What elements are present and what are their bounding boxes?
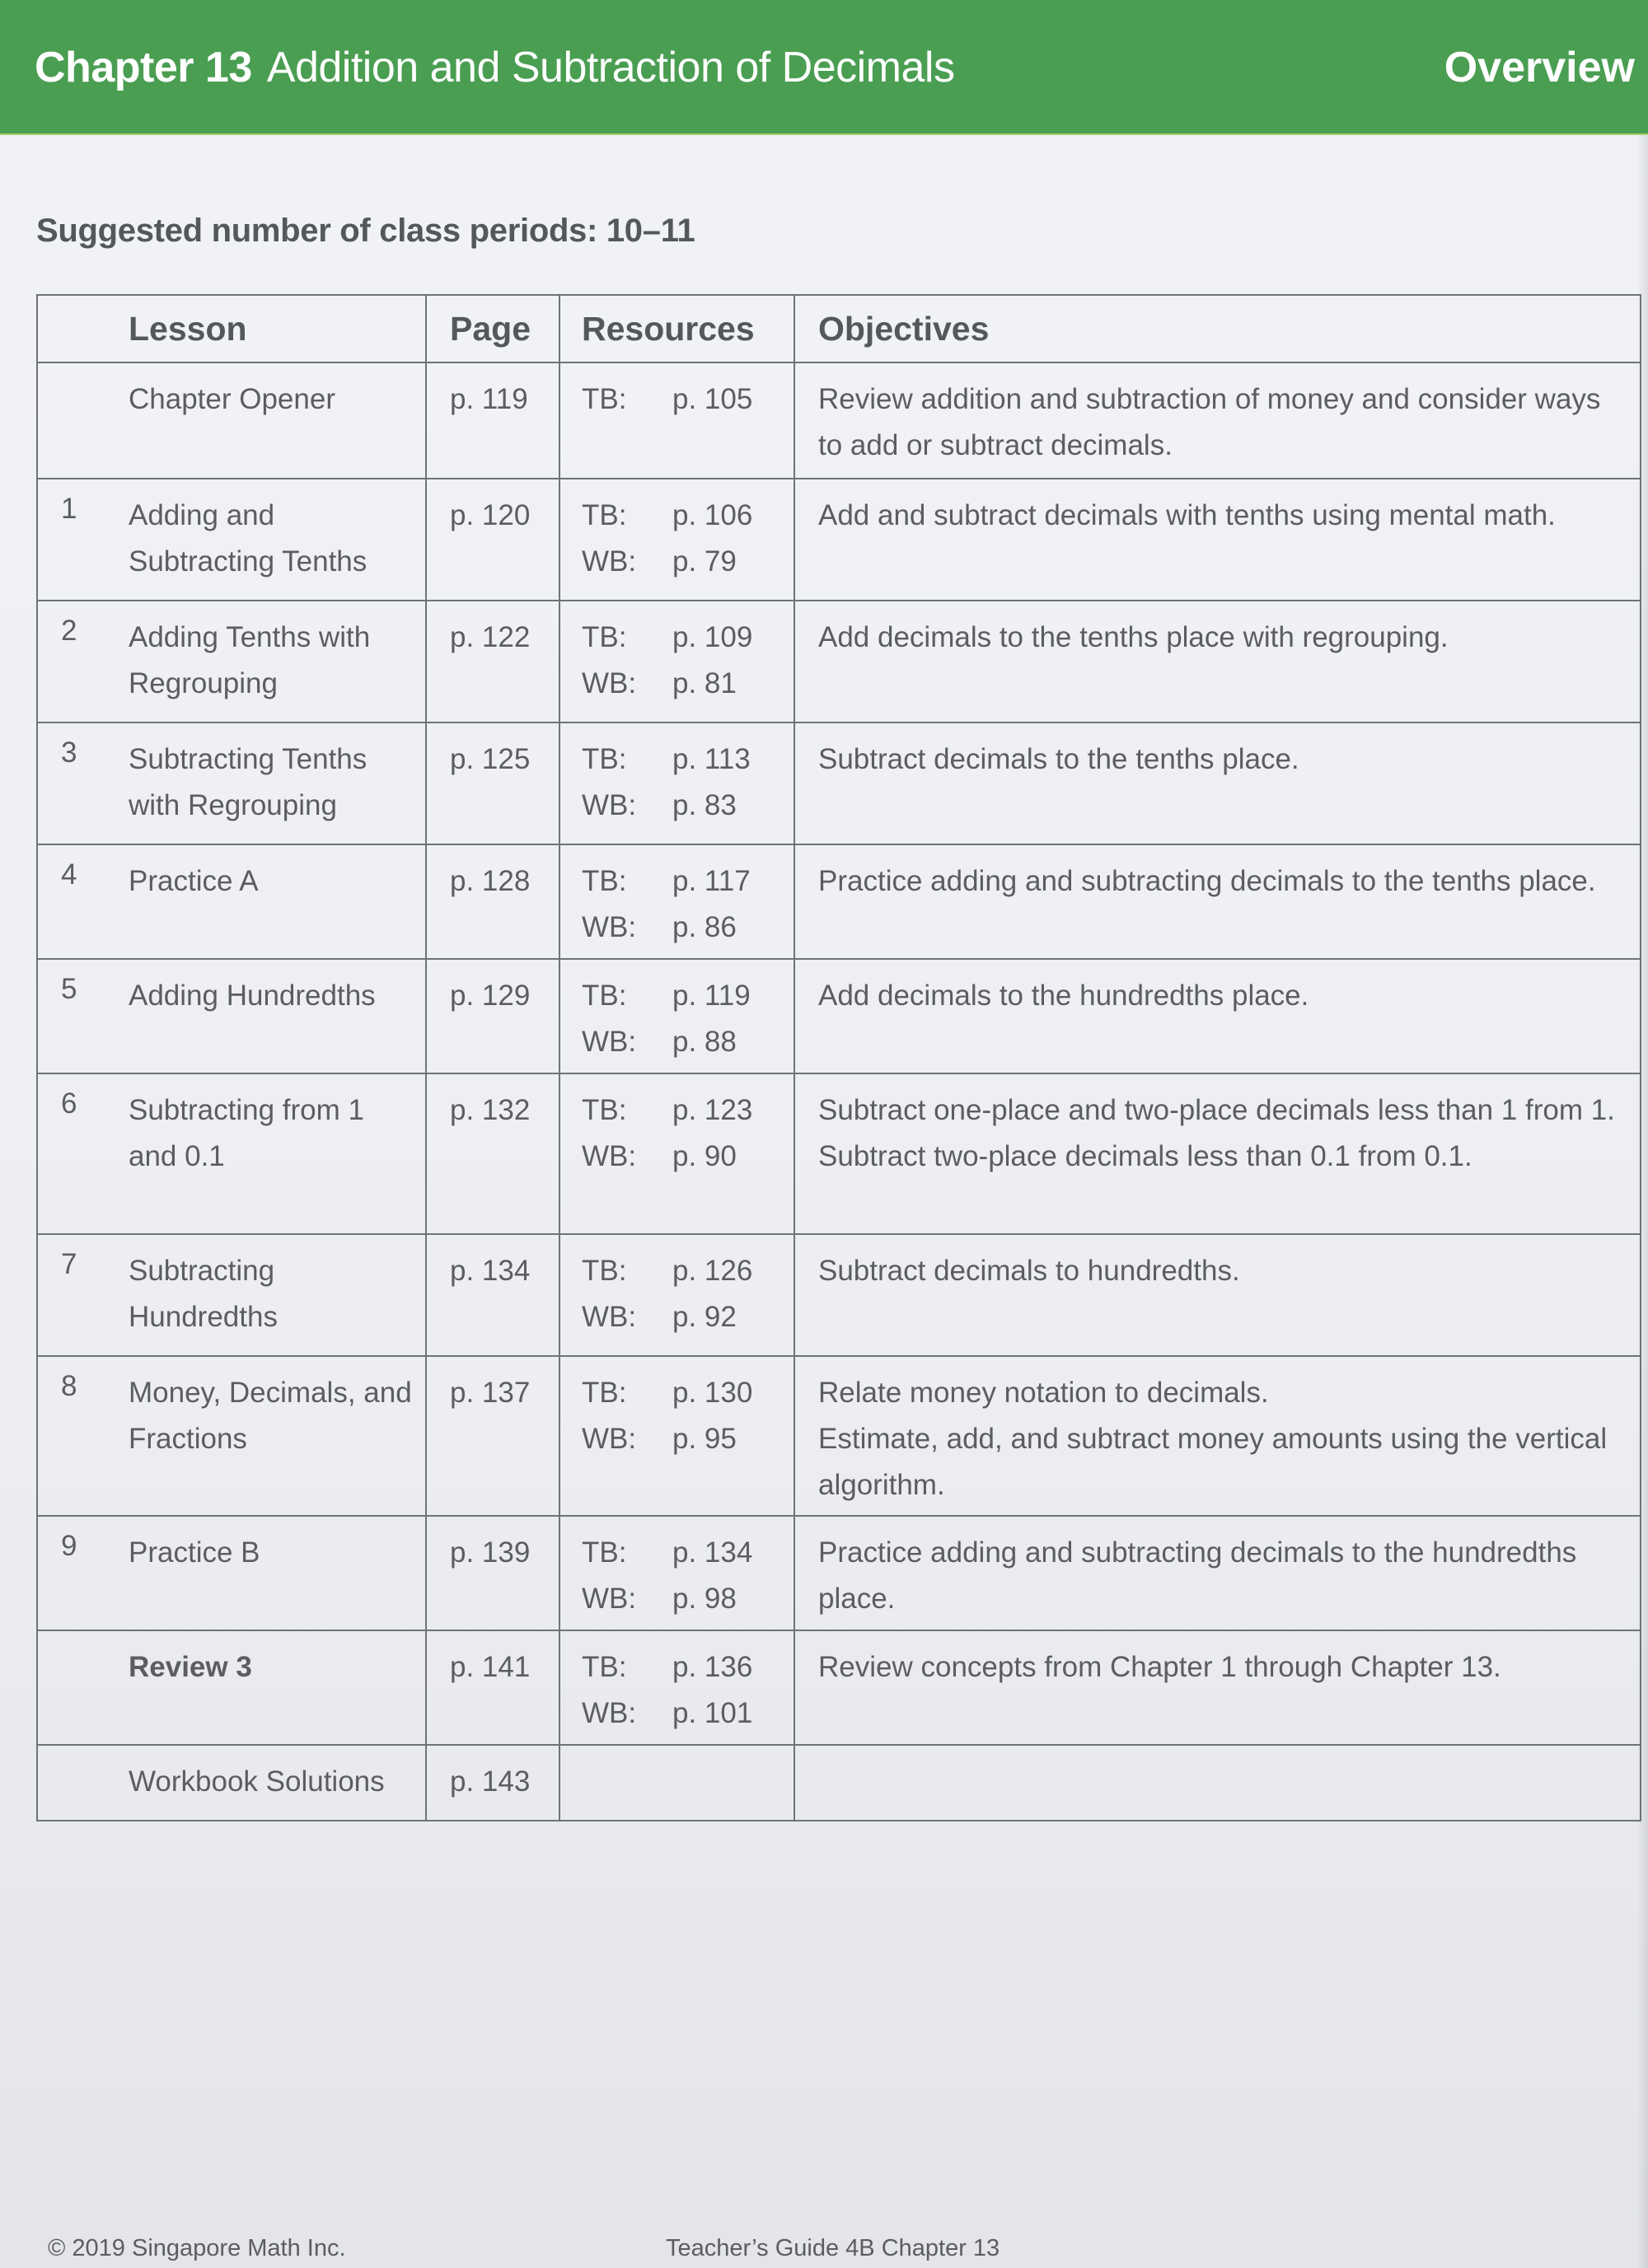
lesson-number: 2 <box>61 615 77 647</box>
objectives-cell <box>794 601 1641 722</box>
page-cell: p. 125 <box>426 722 559 844</box>
lesson-number: 7 <box>61 1248 77 1280</box>
objective-text: Subtract decimals to the tenths place. <box>818 743 1299 775</box>
lesson-name: Practice B <box>129 1536 260 1569</box>
lesson-number: 4 <box>61 858 77 891</box>
resources-cell <box>559 959 794 1073</box>
resource-label: TB: <box>582 980 627 1012</box>
resource-page: p. 136 <box>672 1651 753 1683</box>
chapter-heading <box>35 43 954 92</box>
resource-page: p. 134 <box>672 1536 753 1569</box>
lesson-name: Subtracting Tenths with Regrouping <box>129 743 368 821</box>
objectives-cell <box>794 1630 1641 1745</box>
objective-text: Practice adding and subtracting decimals to the tenths place. <box>818 865 1596 897</box>
objectives-cell <box>794 1745 1641 1821</box>
resource-label: WB: <box>582 1140 637 1172</box>
page-cell: p. 122 <box>426 601 559 722</box>
resource-line <box>582 1370 794 1416</box>
objective-text: Practice adding and subtracting decimals to the hundredths place. <box>818 1536 1577 1615</box>
resources-cell <box>559 844 794 959</box>
table-body <box>37 362 1641 1821</box>
resource-label: TB: <box>582 1377 627 1409</box>
lesson-number: 1 <box>61 493 77 525</box>
objectives-cell <box>794 959 1641 1073</box>
objective-text: Add decimals to the hundredths place. <box>818 980 1309 1012</box>
objectives-cell <box>794 479 1641 601</box>
resource-label: TB: <box>582 499 627 531</box>
column-header-resources: Resources <box>559 295 794 362</box>
resource-page: p. 109 <box>672 621 753 653</box>
resource-page: p. 95 <box>672 1423 737 1455</box>
resource-label: WB: <box>582 1026 637 1058</box>
resource-label: WB: <box>582 1301 637 1333</box>
resource-line <box>582 1087 794 1134</box>
objective-text: Subtract decimals to hundredths. <box>818 1255 1240 1287</box>
lesson-name: Review 3 <box>129 1651 252 1683</box>
resources-cell <box>559 1356 794 1516</box>
lesson-cell <box>37 722 426 844</box>
lesson-cell <box>37 844 426 959</box>
resource-line <box>582 539 794 585</box>
resource-label: TB: <box>582 621 627 653</box>
resource-label: WB: <box>582 1423 637 1455</box>
page-cell: p. 132 <box>426 1073 559 1234</box>
lesson-number: 6 <box>61 1087 77 1120</box>
suggested-periods: Suggested number of class periods: 10–11 <box>36 213 695 249</box>
table-row <box>37 722 1641 844</box>
resource-page: p. 79 <box>672 545 737 578</box>
resource-page: p. 101 <box>672 1697 753 1729</box>
resources-cell <box>559 722 794 844</box>
lesson-name: Adding Hundredths <box>129 980 376 1012</box>
resource-page: p. 98 <box>672 1583 737 1615</box>
lesson-cell <box>37 1516 426 1630</box>
lesson-name: Subtracting Hundredths <box>129 1255 278 1333</box>
footer-guide-label: Teacher’s Guide 4B Chapter 13 <box>666 2235 1000 2261</box>
page-cell: p. 141 <box>426 1630 559 1745</box>
resource-line <box>582 1019 794 1065</box>
resource-page: p. 119 <box>672 980 751 1012</box>
objectives-cell <box>794 722 1641 844</box>
resource-line <box>582 376 794 423</box>
column-header-objectives: Objectives <box>794 295 1641 362</box>
table-row <box>37 959 1641 1073</box>
lesson-name: Money, Decimals, and Fractions <box>129 1377 412 1455</box>
lesson-number: 9 <box>61 1530 77 1562</box>
lesson-name: Adding Tenths with Regrouping <box>129 621 371 699</box>
table-header-row <box>37 295 1641 362</box>
section-label: Overview <box>1444 44 1635 91</box>
objectives-cell <box>794 844 1641 959</box>
resource-line <box>582 1416 794 1462</box>
resource-page: p. 126 <box>672 1255 753 1287</box>
footer-copyright: © 2019 Singapore Math Inc. <box>48 2235 346 2261</box>
table-row <box>37 1356 1641 1516</box>
page-cell: p. 137 <box>426 1356 559 1516</box>
lesson-number: 8 <box>61 1370 77 1402</box>
objective-text: Estimate, add, and subtract money amounts using the vertical algorithm. <box>818 1423 1608 1501</box>
resource-line <box>582 615 794 661</box>
objectives-cell <box>794 1516 1641 1630</box>
resource-label: TB: <box>582 1094 627 1126</box>
objectives-cell <box>794 1356 1641 1516</box>
resources-cell <box>559 1073 794 1234</box>
lesson-cell <box>37 1356 426 1516</box>
resource-line <box>582 737 794 783</box>
lesson-name: Chapter Opener <box>129 383 335 415</box>
table-row <box>37 362 1641 479</box>
chapter-label: Chapter 13 <box>35 44 252 91</box>
resources-cell <box>559 479 794 601</box>
resource-line <box>582 858 794 905</box>
resource-page: p. 88 <box>672 1026 737 1058</box>
chapter-title: Addition and Subtraction of Decimals <box>266 44 955 91</box>
page-cell: p. 119 <box>426 362 559 479</box>
resource-page: p. 90 <box>672 1140 737 1172</box>
resource-line <box>582 973 794 1019</box>
lesson-cell <box>37 1630 426 1745</box>
resources-cell <box>559 362 794 479</box>
resource-label: TB: <box>582 865 627 897</box>
lesson-name: Workbook Solutions <box>129 1765 385 1798</box>
chapter-banner <box>0 0 1648 135</box>
resources-cell <box>559 1234 794 1356</box>
resource-label: WB: <box>582 911 637 943</box>
resource-page: p. 123 <box>672 1094 753 1126</box>
page-cell: p. 134 <box>426 1234 559 1356</box>
objective-text: Review concepts from Chapter 1 through Chapter 13. <box>818 1651 1501 1683</box>
resource-line <box>582 905 794 951</box>
resource-line <box>582 1248 794 1294</box>
table-row <box>37 844 1641 959</box>
resource-page: p. 105 <box>672 383 753 415</box>
resource-label: WB: <box>582 667 637 699</box>
resource-line <box>582 1294 794 1340</box>
resource-line <box>582 1530 794 1576</box>
objective-text: Review addition and subtraction of money and consider ways to add or subtract decimals. <box>818 383 1601 461</box>
resource-line <box>582 783 794 829</box>
resource-line <box>582 1690 794 1737</box>
resource-label: TB: <box>582 383 627 415</box>
resource-label: TB: <box>582 1255 627 1287</box>
resource-page: p. 86 <box>672 911 737 943</box>
table-row <box>37 1234 1641 1356</box>
lesson-number: 5 <box>61 973 77 1005</box>
objective-text: Add decimals to the tenths place with regrouping. <box>818 621 1449 653</box>
resource-page: p. 113 <box>672 743 751 775</box>
lesson-name: Practice A <box>129 865 259 897</box>
resource-page: p. 117 <box>672 865 751 897</box>
objective-text: Add and subtract decimals with tenths using mental math. <box>818 499 1556 531</box>
resources-cell <box>559 1516 794 1630</box>
objective-text: Relate money notation to decimals. <box>818 1377 1269 1409</box>
resource-label: TB: <box>582 1536 627 1569</box>
page-cell: p. 143 <box>426 1745 559 1821</box>
lesson-cell <box>37 1234 426 1356</box>
objective-text: Subtract one-place and two-place decimals less than 1 from 1. <box>818 1094 1615 1126</box>
resource-line <box>582 493 794 539</box>
lesson-cell <box>37 1745 426 1821</box>
objectives-cell <box>794 1234 1641 1356</box>
resource-page: p. 106 <box>672 499 753 531</box>
table-row <box>37 1745 1641 1821</box>
resource-line <box>582 661 794 707</box>
resource-page: p. 130 <box>672 1377 753 1409</box>
page-cell: p. 129 <box>426 959 559 1073</box>
page-cell: p. 120 <box>426 479 559 601</box>
lesson-cell <box>37 959 426 1073</box>
resource-label: WB: <box>582 545 637 578</box>
table-row <box>37 1073 1641 1234</box>
resources-cell <box>559 601 794 722</box>
table-row <box>37 479 1641 601</box>
resource-label: WB: <box>582 789 637 821</box>
resource-line <box>582 1644 794 1690</box>
resource-label: TB: <box>582 743 627 775</box>
lesson-overview-table <box>36 294 1641 1821</box>
page-cell: p. 139 <box>426 1516 559 1630</box>
resource-label: WB: <box>582 1697 637 1729</box>
objectives-cell <box>794 1073 1641 1234</box>
lesson-cell <box>37 362 426 479</box>
resource-page: p. 92 <box>672 1301 737 1333</box>
table-row <box>37 601 1641 722</box>
resource-label: TB: <box>582 1651 627 1683</box>
column-header-lesson: Lesson <box>37 295 426 362</box>
column-header-page: Page <box>426 295 559 362</box>
table-row <box>37 1630 1641 1745</box>
resource-label: WB: <box>582 1583 637 1615</box>
table-row <box>37 1516 1641 1630</box>
resource-line <box>582 1134 794 1180</box>
objective-text: Subtract two-place decimals less than 0.1 from 0.1. <box>818 1140 1472 1172</box>
lesson-cell <box>37 479 426 601</box>
page-cell: p. 128 <box>426 844 559 959</box>
lesson-cell <box>37 1073 426 1234</box>
lesson-number: 3 <box>61 737 77 769</box>
lesson-name: Subtracting from 1 and 0.1 <box>129 1094 364 1172</box>
resource-page: p. 83 <box>672 789 737 821</box>
lesson-cell <box>37 601 426 722</box>
resources-cell <box>559 1630 794 1745</box>
resources-cell <box>559 1745 794 1821</box>
objectives-cell <box>794 362 1641 479</box>
lesson-name: Adding and Subtracting Tenths <box>129 499 368 578</box>
resource-page: p. 81 <box>672 667 737 699</box>
resource-line <box>582 1576 794 1622</box>
